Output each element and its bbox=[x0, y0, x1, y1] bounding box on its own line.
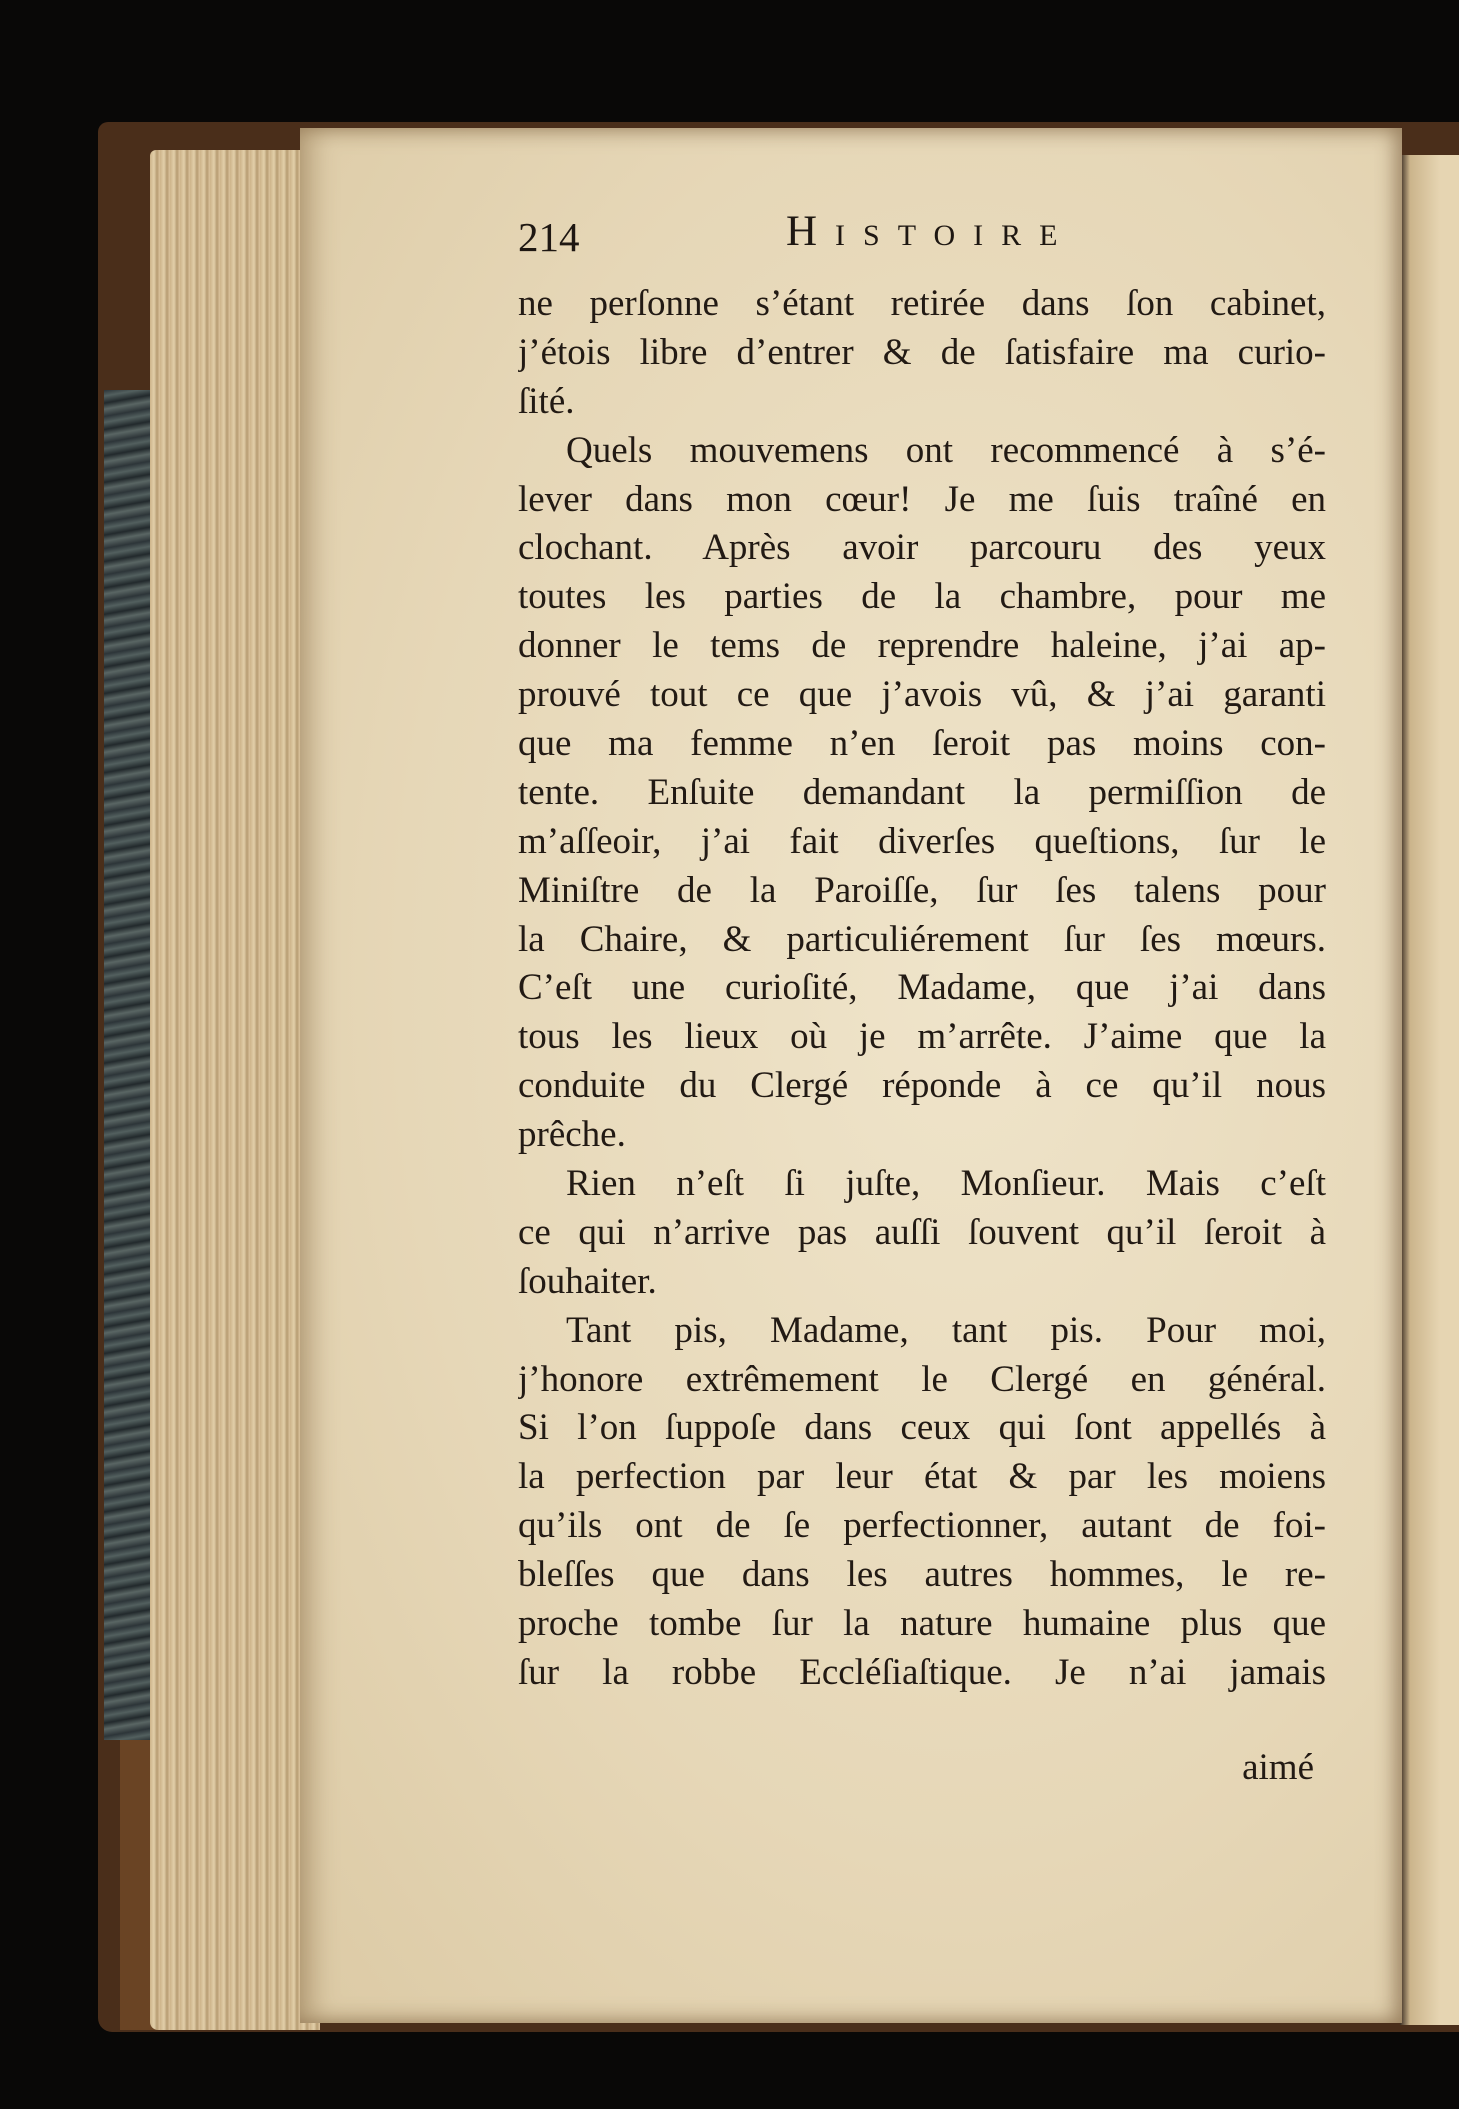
text-line: Tant pis, Madame, tant pis. Pour moi, bbox=[566, 1309, 1326, 1351]
text-line: la perfection par leur état & par les moiens bbox=[518, 1456, 1326, 1498]
text-line: ſouhaiter. bbox=[518, 1260, 657, 1302]
text-line: Rien n’eſt ſi juſte, Monſieur. Mais c’eſt bbox=[566, 1163, 1326, 1205]
running-head: Histoire bbox=[786, 208, 1076, 255]
text-line: conduite du Clergé réponde à ce qu’il nous bbox=[518, 1065, 1326, 1107]
text-line: la Chaire, & particuliérement ſur ſes mœurs. bbox=[518, 918, 1326, 960]
text-line: ſité. bbox=[518, 380, 575, 422]
text-line: ne perſonne s’étant retirée dans ſon cabinet, bbox=[518, 283, 1326, 324]
text-line: tous les lieux où je m’arrête. J’aime que la bbox=[518, 1016, 1326, 1058]
text-line: proche tombe ſur la nature humaine plus que bbox=[518, 1603, 1326, 1645]
text-line: j’étois libre d’entrer & de ſatisfaire ma curio- bbox=[518, 331, 1326, 373]
text-line: bleſſes que dans les autres hommes, le re- bbox=[518, 1554, 1326, 1596]
text-line: lever dans mon cœur! Je me ſuis traîné en bbox=[518, 478, 1326, 520]
text-line: qu’ils ont de ſe perfectionner, autant de foi- bbox=[518, 1505, 1326, 1547]
text-line: ſur la robbe Eccléſiaſtique. Je n’ai jamais bbox=[518, 1651, 1326, 1693]
text-line: clochant. Après avoir parcouru des yeux bbox=[518, 527, 1326, 569]
page-block-edges bbox=[150, 150, 320, 2030]
book-page bbox=[300, 128, 1402, 2023]
text-line: Si l’on ſuppoſe dans ceux qui ſont appellés à bbox=[518, 1407, 1326, 1449]
text-line: m’aſſeoir, j’ai fait diverſes queſtions, ſur le bbox=[518, 820, 1326, 862]
text-line: Quels mouvemens ont recommencé à s’é- bbox=[566, 429, 1326, 471]
text-line: C’eſt une curioſité, Madame, que j’ai dans bbox=[518, 967, 1326, 1009]
catchword: aimé bbox=[1242, 1747, 1314, 1788]
page-header bbox=[518, 208, 1326, 273]
text-line: donner le tems de reprendre haleine, j’ai ap- bbox=[518, 625, 1326, 667]
text-line: toutes les parties de la chambre, pour me bbox=[518, 576, 1326, 618]
text-line: prêche. bbox=[518, 1114, 626, 1156]
body-text bbox=[518, 280, 1326, 1698]
text-line: Miniſtre de la Paroiſſe, ſur ſes talens pour bbox=[518, 869, 1326, 911]
facing-page-edge bbox=[1400, 155, 1459, 2025]
text-line: ce qui n’arrive pas auſſi ſouvent qu’il ſeroit à bbox=[518, 1211, 1326, 1253]
text-line: prouvé tout ce que j’avois vû, & j’ai garanti bbox=[518, 674, 1326, 716]
text-line: que ma femme n’en ſeroit pas moins con- bbox=[518, 723, 1326, 765]
text-line: j’honore extrêmement le Clergé en général. bbox=[518, 1358, 1326, 1400]
page-number: 214 bbox=[518, 214, 580, 260]
text-line: tente. Enſuite demandant la permiſſion de bbox=[518, 771, 1326, 813]
